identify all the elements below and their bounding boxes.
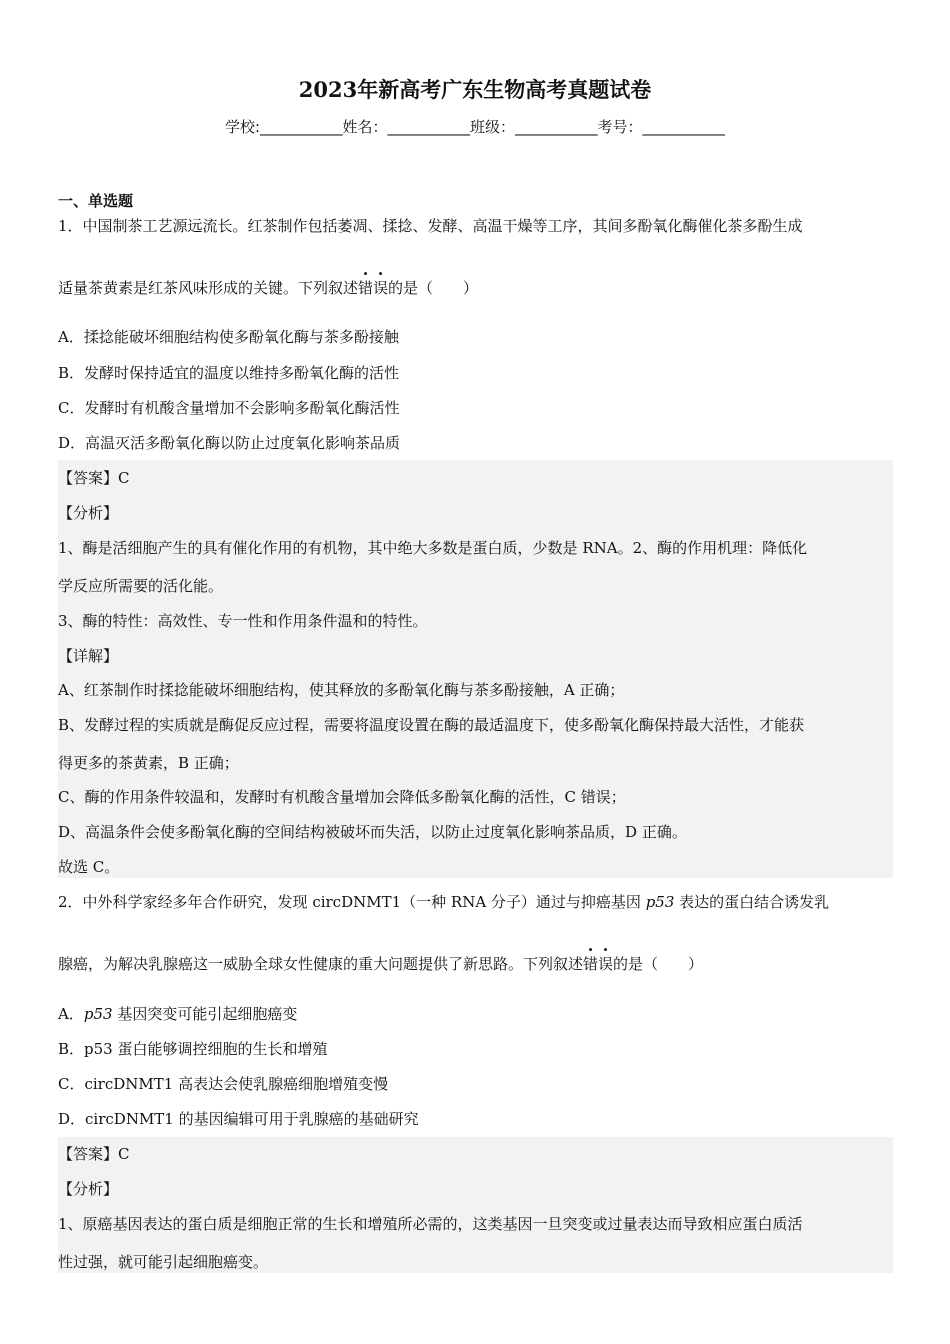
q1-option-a: A．揉捻能破坏细胞结构使多酚氧化酶与茶多酚接触 xyxy=(58,328,399,346)
exam-title: 2023年新高考广东生物高考真题试卷 xyxy=(298,77,652,102)
q2-analysis-line: 性过强，就可能引起细胞癌变。 xyxy=(58,1253,269,1271)
q1-analysis-line: 3、酶的特性：高效性、专一性和作用条件温和的特性。 xyxy=(58,612,428,630)
q1-option-b: B．发酵时保持适宜的温度以维持多酚氧化酶的活性 xyxy=(58,364,400,382)
q1-analysis-line: 学反应所需要的活化能。 xyxy=(58,577,224,595)
option-letter: A． xyxy=(58,1005,84,1023)
q2-stem-text: 2．中外科学家经多年合作研究，发现 circDNMT1（一种 RNA 分子）通过与抑癌基因 xyxy=(58,893,646,911)
q2-stem-line2 xyxy=(58,953,703,974)
q1-detail-line: A、红茶制作时揉捻能破坏细胞结构，使其释放的多酚氧化酶与茶多酚接触，A 正确； xyxy=(58,681,625,699)
emphasis-char: 错 xyxy=(358,279,374,297)
q1-stem-text: 适量茶黄素是红茶风味形成的关键。下列叙述 xyxy=(58,279,359,297)
q2-stem-line1 xyxy=(58,891,829,912)
emphasis-char: 误 xyxy=(598,955,614,973)
q1-option-c: C．发酵时有机酸含量增加不会影响多酚氧化酶活性 xyxy=(58,399,400,417)
emphasis-char: 误 xyxy=(373,279,389,297)
gene-name: p53 xyxy=(83,1005,113,1023)
q1-detail-line: 得更多的茶黄素，B 正确； xyxy=(58,754,239,772)
q2-stem-text: 的是（ ） xyxy=(613,955,704,973)
q1-option-d: D．高温灭活多酚氧化酶以防止过度氧化影响茶品质 xyxy=(58,434,401,452)
q1-detail-label: 【详解】 xyxy=(58,647,119,665)
q2-answer: 【答案】C xyxy=(58,1145,130,1163)
q1-solution-block xyxy=(58,460,893,878)
student-info-line: 学校:___________姓名：___________班级：___________考号：___________ xyxy=(224,118,726,136)
q2-option-b: B．p53 蛋白能够调控细胞的生长和增殖 xyxy=(58,1040,328,1058)
q2-analysis-line: 1、原癌基因表达的蛋白质是细胞正常的生长和增殖所必需的，这类基因一旦突变或过量表达而导致相应蛋白质活 xyxy=(58,1215,803,1233)
section-title: 一、单选题 xyxy=(58,192,134,210)
q1-conclusion: 故选 C。 xyxy=(58,858,120,876)
q2-option-a xyxy=(58,1003,297,1024)
q2-option-d: D．circDNMT1 的基因编辑可用于乳腺癌的基础研究 xyxy=(58,1110,419,1128)
q1-stem-line2 xyxy=(58,277,478,298)
q2-analysis-label: 【分析】 xyxy=(58,1180,119,1198)
q1-detail-line: D、高温条件会使多酚氧化酶的空间结构被破坏而失活，以防止过度氧化影响茶品质，D 正确。 xyxy=(58,823,687,841)
gene-name: p53 xyxy=(645,893,675,911)
q2-stem-text: 腺癌，为解决乳腺癌这一威胁全球女性健康的重大问题提供了新思路。下列叙述 xyxy=(58,955,584,973)
q2-option-c: C．circDNMT1 高表达会使乳腺癌细胞增殖变慢 xyxy=(58,1075,389,1093)
q1-stem-text: 的是（ ） xyxy=(388,279,479,297)
q2-stem-text: 表达的蛋白结合诱发乳 xyxy=(674,893,830,911)
q1-analysis-label: 【分析】 xyxy=(58,504,119,522)
q1-stem-line1: 1．中国制茶工艺源远流长。红茶制作包括萎凋、揉捻、发酵、高温干燥等工序，其间多酚氧化酶催化茶多酚生成 xyxy=(58,217,803,235)
q1-detail-line: B、发酵过程的实质就是酶促反应过程，需要将温度设置在酶的最适温度下，使多酚氧化酶保持最大活性，才能获 xyxy=(58,716,805,734)
q1-detail-line: C、酶的作用条件较温和，发酵时有机酸含量增加会降低多酚氧化酶的活性，C 错误； xyxy=(58,788,626,806)
q1-analysis-line: 1、酶是活细胞产生的具有催化作用的有机物，其中绝大多数是蛋白质，少数是 RNA。2、酶的作用机理：降低化 xyxy=(58,539,808,557)
q1-answer: 【答案】C xyxy=(58,469,130,487)
emphasis-char: 错 xyxy=(583,955,599,973)
option-text: 基因突变可能引起细胞癌变 xyxy=(112,1005,298,1023)
